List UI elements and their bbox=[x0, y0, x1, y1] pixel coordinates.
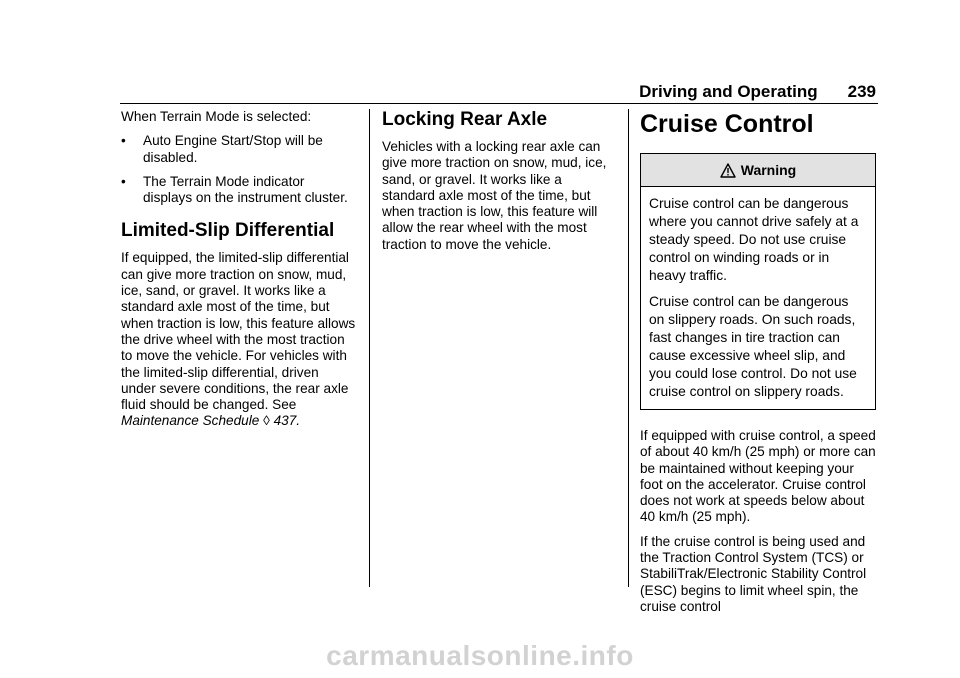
list-item bbox=[121, 133, 357, 166]
column-divider-1 bbox=[369, 109, 370, 587]
lsd-body bbox=[121, 250, 357, 429]
list-item bbox=[121, 174, 357, 207]
page-ref-arrow-icon: ◊ bbox=[263, 413, 270, 429]
cruise-control-heading: Cruise Control bbox=[640, 110, 814, 138]
page-number: 239 bbox=[847, 82, 876, 101]
column-2 bbox=[382, 109, 618, 261]
warning-text-2: Cruise control can be dangerous on slippery roads. On such roads, fast changes in tire traction can cause excessive wheel slip, and you could lose control. Do not use cruise control on slippery roads. bbox=[649, 294, 857, 399]
page-header bbox=[639, 82, 876, 102]
column-1 bbox=[121, 109, 357, 438]
page-ref-number[interactable]: 437. bbox=[273, 413, 301, 429]
locking-axle-heading: Locking Rear Axle bbox=[382, 109, 548, 130]
header-rule bbox=[120, 103, 878, 104]
terrain-intro: When Terrain Mode is selected: bbox=[121, 109, 312, 124]
locking-axle-body: Vehicles with a locking rear axle can give more traction on snow, mud, ice, sand, or gravel. It works like a standard axle most of the time, but when traction is low, this feature will allow the rear wheel with the most traction to move the vehicle. bbox=[382, 139, 607, 252]
section-title: Driving and Operating bbox=[639, 82, 818, 101]
column-divider-2 bbox=[628, 109, 629, 587]
warning-title: Warning bbox=[740, 162, 797, 178]
bullet-text: The Terrain Mode indicator displays on the instrument cluster. bbox=[143, 173, 348, 206]
warning-header bbox=[641, 154, 875, 187]
watermark: carmanualsonline.info bbox=[326, 640, 634, 671]
bullet-marker: • bbox=[121, 133, 126, 149]
column-3 bbox=[640, 109, 876, 623]
warning-body bbox=[641, 187, 875, 401]
cruise-body-2: If the cruise control is being used and the Traction Control System (TCS) or StabiliTrak/Electronic Stability Control (ESC) begins to limit wheel spin, the cruise control bbox=[640, 533, 867, 614]
bullet-text: Auto Engine Start/Stop will be disabled. bbox=[143, 133, 323, 165]
warning-box bbox=[640, 153, 876, 410]
cruise-body-1: If equipped with cruise control, a speed of about 40 km/h (25 mph) or more can be maintained without keeping your foot on the accelerator. Cruise control does not work at speeds below about 40 km/h (25 mph). bbox=[640, 428, 876, 525]
lsd-body-text: If equipped, the limited-slip differential can give more traction on snow, mud, ice, sand, or gravel. It works like a standard axle most of the time, but when traction is low, this feature allows the drive wheel with the most traction to move the vehicle. For vehicles with the limited-slip differential, driven under severe conditions, the rear axle fluid should be changed. See bbox=[121, 250, 356, 413]
bullet-marker: • bbox=[121, 173, 126, 189]
warning-text-1: Cruise control can be dangerous where you cannot drive safely at a steady speed. Do not use cruise control on winding roads or in heavy traffic. bbox=[649, 196, 859, 283]
lsd-heading: Limited-Slip Differential bbox=[121, 220, 335, 242]
warning-triangle-icon bbox=[720, 163, 736, 178]
maintenance-schedule-link[interactable]: Maintenance Schedule bbox=[121, 413, 260, 429]
